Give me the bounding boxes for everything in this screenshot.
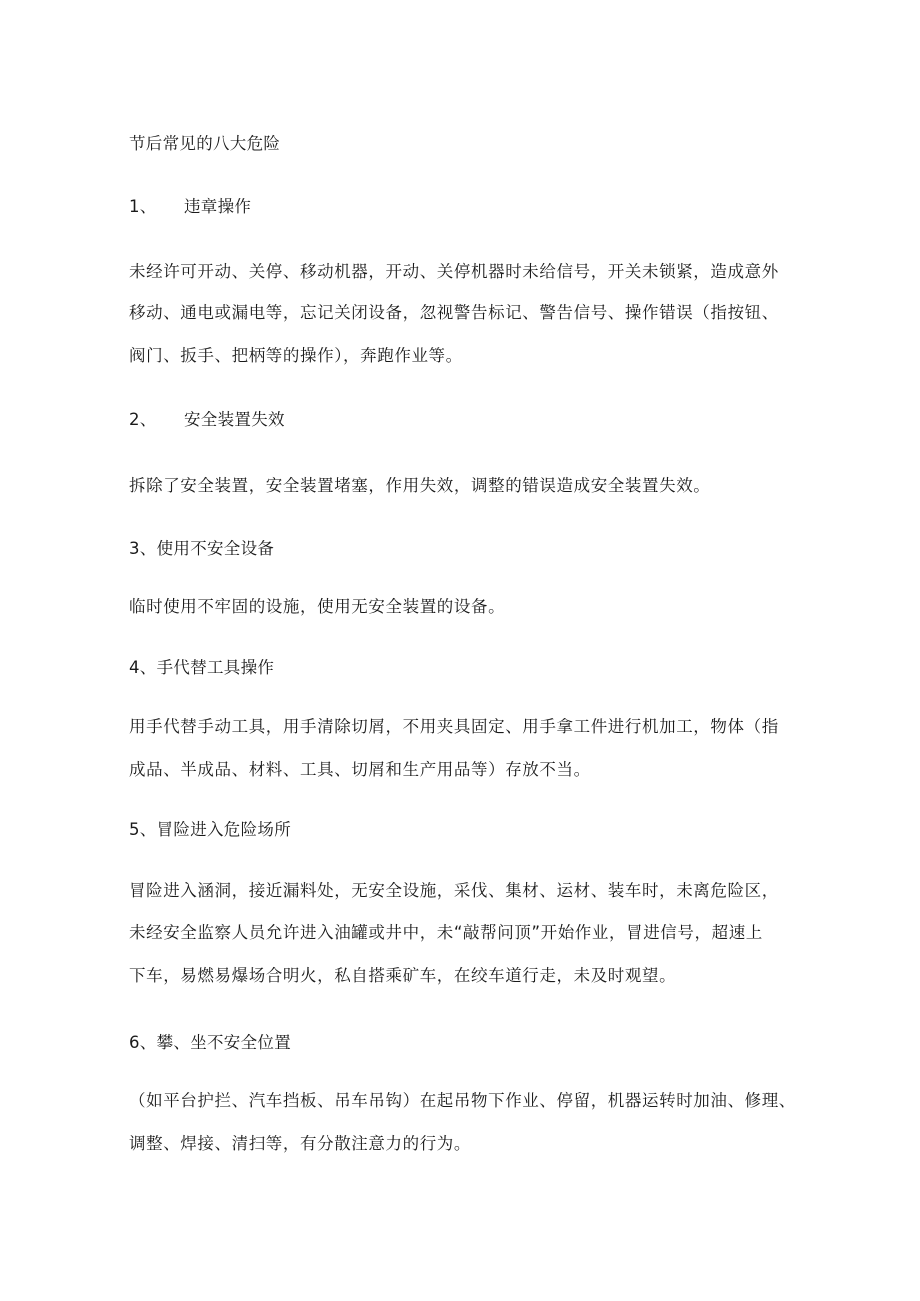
section-heading: 3、使用不安全设备 — [129, 539, 275, 558]
paragraph-line: 临时使用不牢固的设施，使用无安全装置的设备。 — [129, 597, 506, 616]
paragraph-line: 成品、半成品、材料、工具、切屑和生产用品等）存放不当。 — [129, 760, 591, 779]
paragraph-line: （如平台护拦、汽车挡板、吊车吊钩）在起吊物下作业、停留，机器运转时加油、修理、 — [129, 1091, 796, 1110]
page-title: 节后常见的八大危险 — [129, 134, 281, 153]
section-number: 2、 — [129, 410, 157, 429]
paragraph-line: 用手代替手动工具，用手清除切屑，不用夹具固定、用手拿工件进行机加工，物体（指 — [129, 717, 779, 736]
paragraph-line: 冒险进入涵洞，接近漏料处，无安全设施，采伐、集材、运材、装车时，未离危险区， — [129, 881, 779, 900]
section-heading: 4、手代替工具操作 — [129, 658, 275, 677]
section-heading: 6、攀、坐不安全位置 — [129, 1033, 291, 1052]
paragraph-line: 拆除了安全装置，安全装置堵塞，作用失效，调整的错误造成安全装置失效。 — [129, 476, 711, 495]
paragraph-line: 调整、焊接、清扫等，有分散注意力的行为。 — [129, 1134, 471, 1153]
section-title: 安全装置失效 — [184, 410, 285, 429]
section-heading — [129, 197, 251, 217]
paragraph-line: 未经许可开动、关停、移动机器，开动、关停机器时未给信号，开关未锁紧，造成意外 — [129, 262, 779, 281]
paragraph-line: 移动、通电或漏电等，忘记关闭设备，忽视警告标记、警告信号、操作错误（指按钮、 — [129, 303, 779, 322]
paragraph-line: 下车，易燃易爆场合明火，私自搭乘矿车，在绞车道行走，未及时观望。 — [129, 966, 677, 985]
paragraph-line: 未经安全监察人员允许进入油罐或井中，未“敲帮问顶”开始作业，冒进信号，超速上 — [129, 923, 763, 942]
section-title: 违章操作 — [184, 197, 252, 216]
section-heading — [129, 410, 285, 430]
paragraph-line: 阀门、扳手、把柄等的操作），奔跑作业等。 — [129, 346, 463, 365]
section-number: 1、 — [129, 197, 157, 216]
section-heading: 5、冒险进入危险场所 — [129, 820, 291, 839]
